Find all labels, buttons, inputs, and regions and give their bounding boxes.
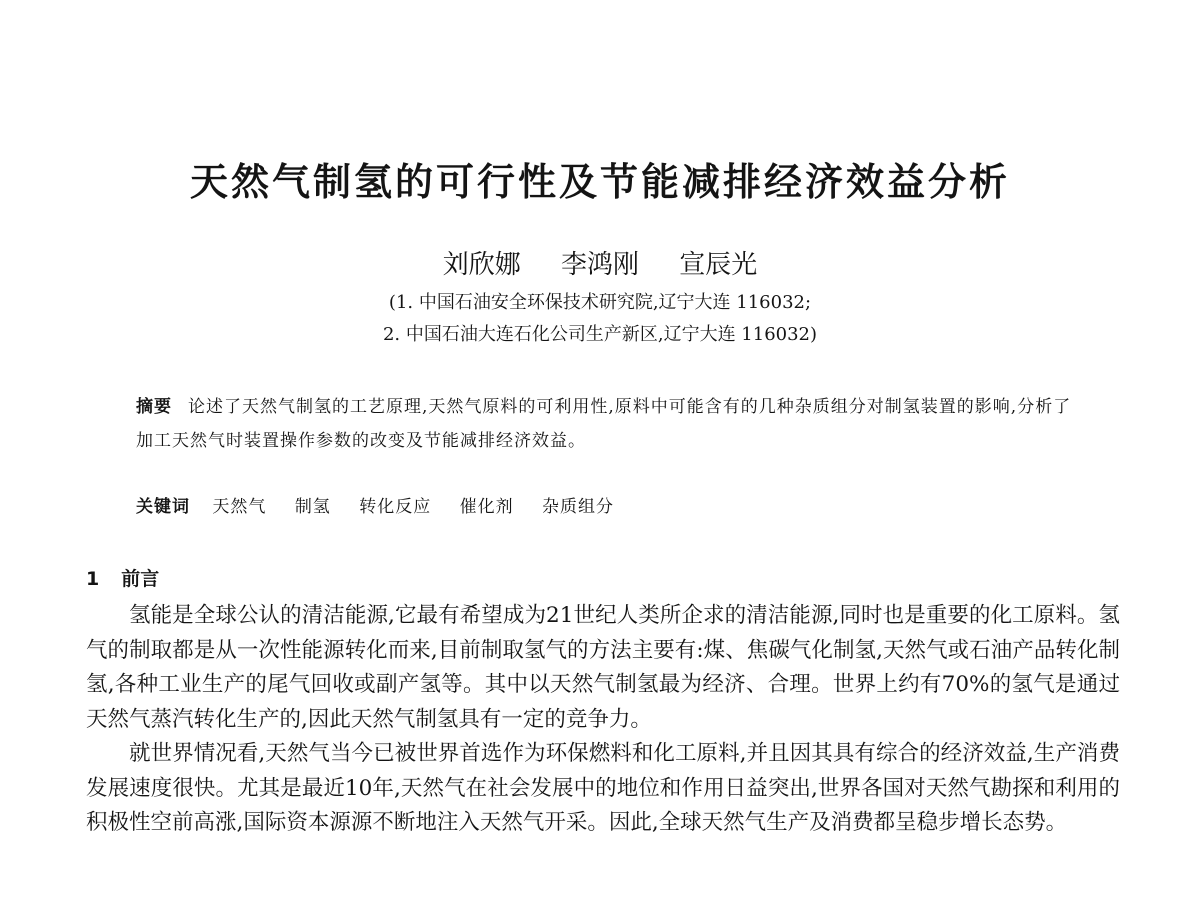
keyword: 杂质组分 xyxy=(542,497,615,517)
author-name: 李鸿刚 xyxy=(560,250,639,280)
keywords-label: 关键词 xyxy=(136,497,190,517)
author-name: 宣辰光 xyxy=(679,250,758,280)
keywords xyxy=(136,493,1076,521)
body-text xyxy=(86,599,1120,841)
affiliation-1: (1. 中国石油安全环保技术研究院,辽宁大连 116032; xyxy=(388,292,812,313)
section-heading xyxy=(86,565,159,593)
abstract xyxy=(136,390,1076,458)
author-list xyxy=(0,248,1200,282)
body-paragraph: 就世界情况看,天然气当今已被世界首选作为环保燃料和化工原料,并且因其具有综合的经济效益,生产消费发展速度很快。尤其是最近10年,天然气在社会发展中的地位和作用日益突出,世界各国对天然气勘探和利用的积极性空前高涨,国际资本源源不断地注入天然气开采。因此,全球天然气生产及消费都呈稳步增长态势。 xyxy=(86,741,1120,835)
section-number: 1 xyxy=(86,568,100,590)
abstract-text: 论述了天然气制氢的工艺原理,天然气原料的可利用性,原料中可能含有的几种杂质组分对制氢装置的影响,分析了加工天然气时装置操作参数的改变及节能减排经济效益。 xyxy=(136,397,1072,451)
section-title: 前言 xyxy=(121,568,160,590)
body-paragraph: 氢能是全球公认的清洁能源,它最有希望成为21世纪人类所企求的清洁能源,同时也是重要的化工原料。氢气的制取都是从一次性能源转化而来,目前制取氢气的方法主要有:煤、焦碳气化制氢,天然气或石油产品转化制氢,各种工业生产的尾气回收或副产氢等。其中以天然气制氢最为经济、合理。世界上约有70%的氢气是通过天然气蒸汽转化生产的,因此天然气制氢具有一定的竞争力。 xyxy=(86,603,1120,732)
paper-title: 天然气制氢的可行性及节能减排经济效益分析 xyxy=(189,160,1010,204)
keyword: 天然气 xyxy=(212,497,267,517)
keyword: 制氢 xyxy=(294,497,331,517)
abstract-label: 摘要 xyxy=(136,397,172,417)
keyword: 转化反应 xyxy=(359,497,432,517)
author-name: 刘欣娜 xyxy=(442,250,521,280)
keyword: 催化剂 xyxy=(459,497,514,517)
affiliation-2: 2. 中国石油大连石化公司生产新区,辽宁大连 116032) xyxy=(382,324,818,345)
